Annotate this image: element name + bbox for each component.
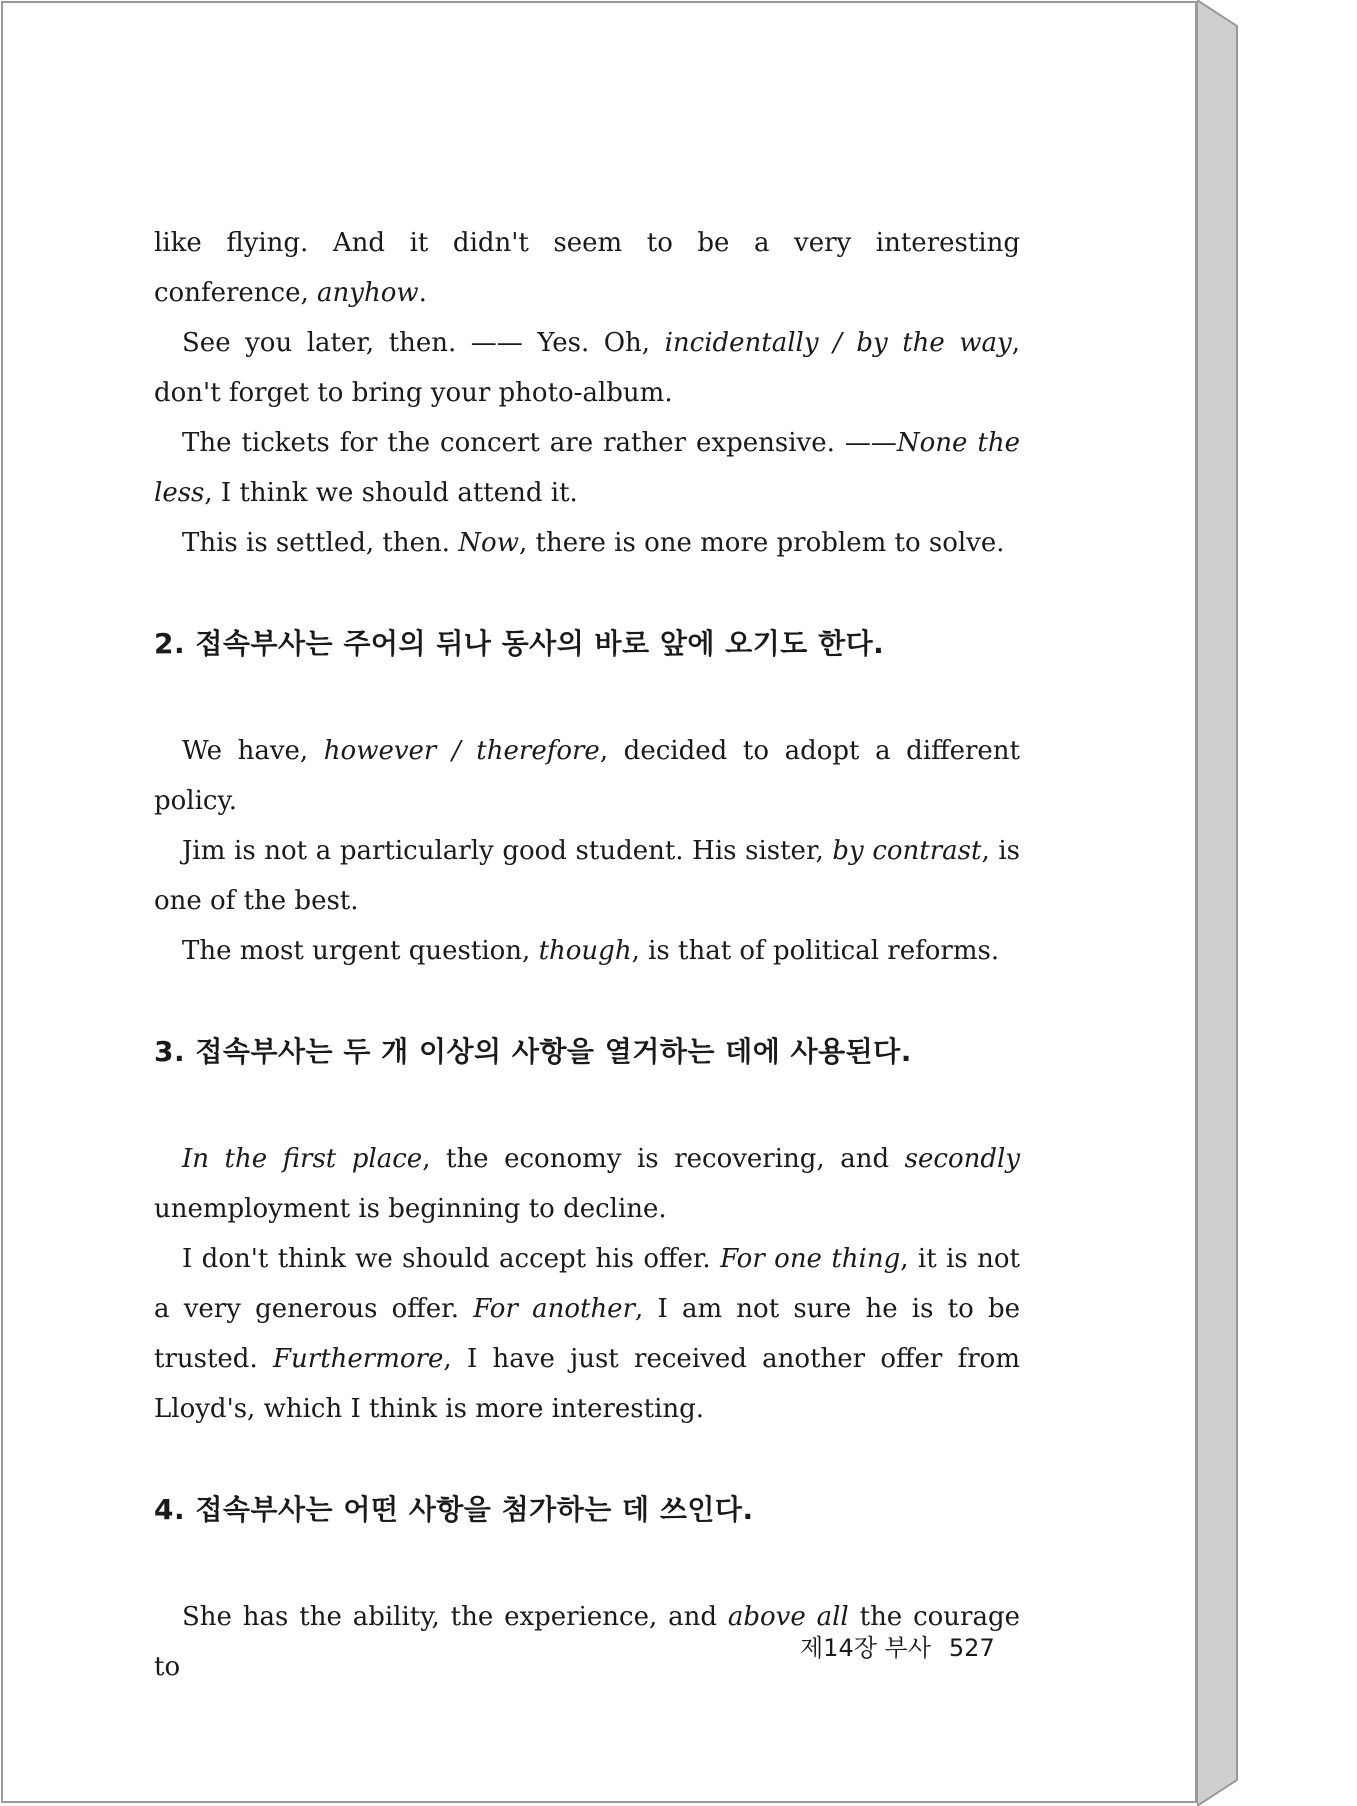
section-2-heading: 2. 접속부사는 주어의 뒤나 동사의 바로 앞에 오기도 한다. [154,627,885,660]
page-content [154,218,1020,1692]
italic-term: though [538,936,632,966]
text-run: She has the ability, the experience, and [182,1602,728,1632]
paragraph-question [154,926,1020,976]
italic-term: Now [458,528,519,558]
page-edge-shadow [1197,0,1357,1806]
text-run: , is one of the best. [154,836,1020,916]
section-4-heading: 4. 접속부사는 어떤 사항을 첨가하는 데 쓰인다. [154,1493,754,1526]
italic-term: incidentally / by the way [664,328,1012,358]
paragraph-jim [154,826,1020,926]
text-run: I don't think we should accept his offer. [182,1244,721,1274]
text-run: , don't forget to bring your photo-album. [154,328,1020,408]
italic-term: None the less [154,428,1020,508]
text-run: , is that of political reforms. [631,936,1000,966]
italic-term: by contrast [832,836,982,866]
text-run: like flying. And it didn't seem to be a very interesting conference, [154,228,1020,308]
text-run: See you later, then. —— Yes. Oh, [182,328,665,358]
text-run: This is settled, then. [182,528,459,558]
italic-term: above all [727,1602,849,1632]
paragraph-concert [154,418,1020,518]
page-footer [800,1632,995,1664]
italic-term: secondly [904,1144,1021,1174]
paragraph-settled [154,518,1020,568]
text-run: , I am not sure he is to be trusted. [154,1294,1020,1374]
text-run: , there is one more problem to solve. [518,528,1005,558]
page-number: 527 [948,1634,995,1662]
text-run: , it is not a very generous offer. [154,1244,1020,1324]
italic-term: however / therefore [323,736,600,766]
text-run: , the economy is recovering, and [422,1144,905,1174]
italic-term: For another [473,1294,635,1324]
paragraph-flying [154,218,1020,318]
italic-term: In the first place [182,1144,423,1174]
section-3-heading: 3. 접속부사는 두 개 이상의 사항을 열거하는 데에 사용된다. [154,1035,912,1068]
paragraph-policy [154,726,1020,826]
text-run: . [418,278,427,308]
text-run: Jim is not a particularly good student. His sister, [182,836,833,866]
page-edge-graphic [1197,0,1357,1806]
text-run: The tickets for the concert are rather expensive. —— [182,428,897,458]
text-run: , I think we should attend it. [204,478,578,508]
text-run: , I have just received another offer from Lloyd's, which I think is more interesting. [154,1344,1020,1424]
paragraph-offer [154,1234,1020,1434]
text-run: the courage to [154,1602,1020,1682]
text-run: , decided to adopt a different policy. [154,736,1021,816]
italic-term: For one thing [720,1244,901,1274]
italic-term: Furthermore [273,1344,444,1374]
paragraph-photo-album [154,318,1020,418]
text-run: unemployment is beginning to decline. [154,1194,667,1224]
chapter-label: 제14장 부사 [800,1634,931,1662]
text-run: The most urgent question, [182,936,539,966]
italic-term: anyhow [317,278,419,308]
text-run: We have, [182,736,324,766]
paragraph-economy [154,1134,1020,1234]
